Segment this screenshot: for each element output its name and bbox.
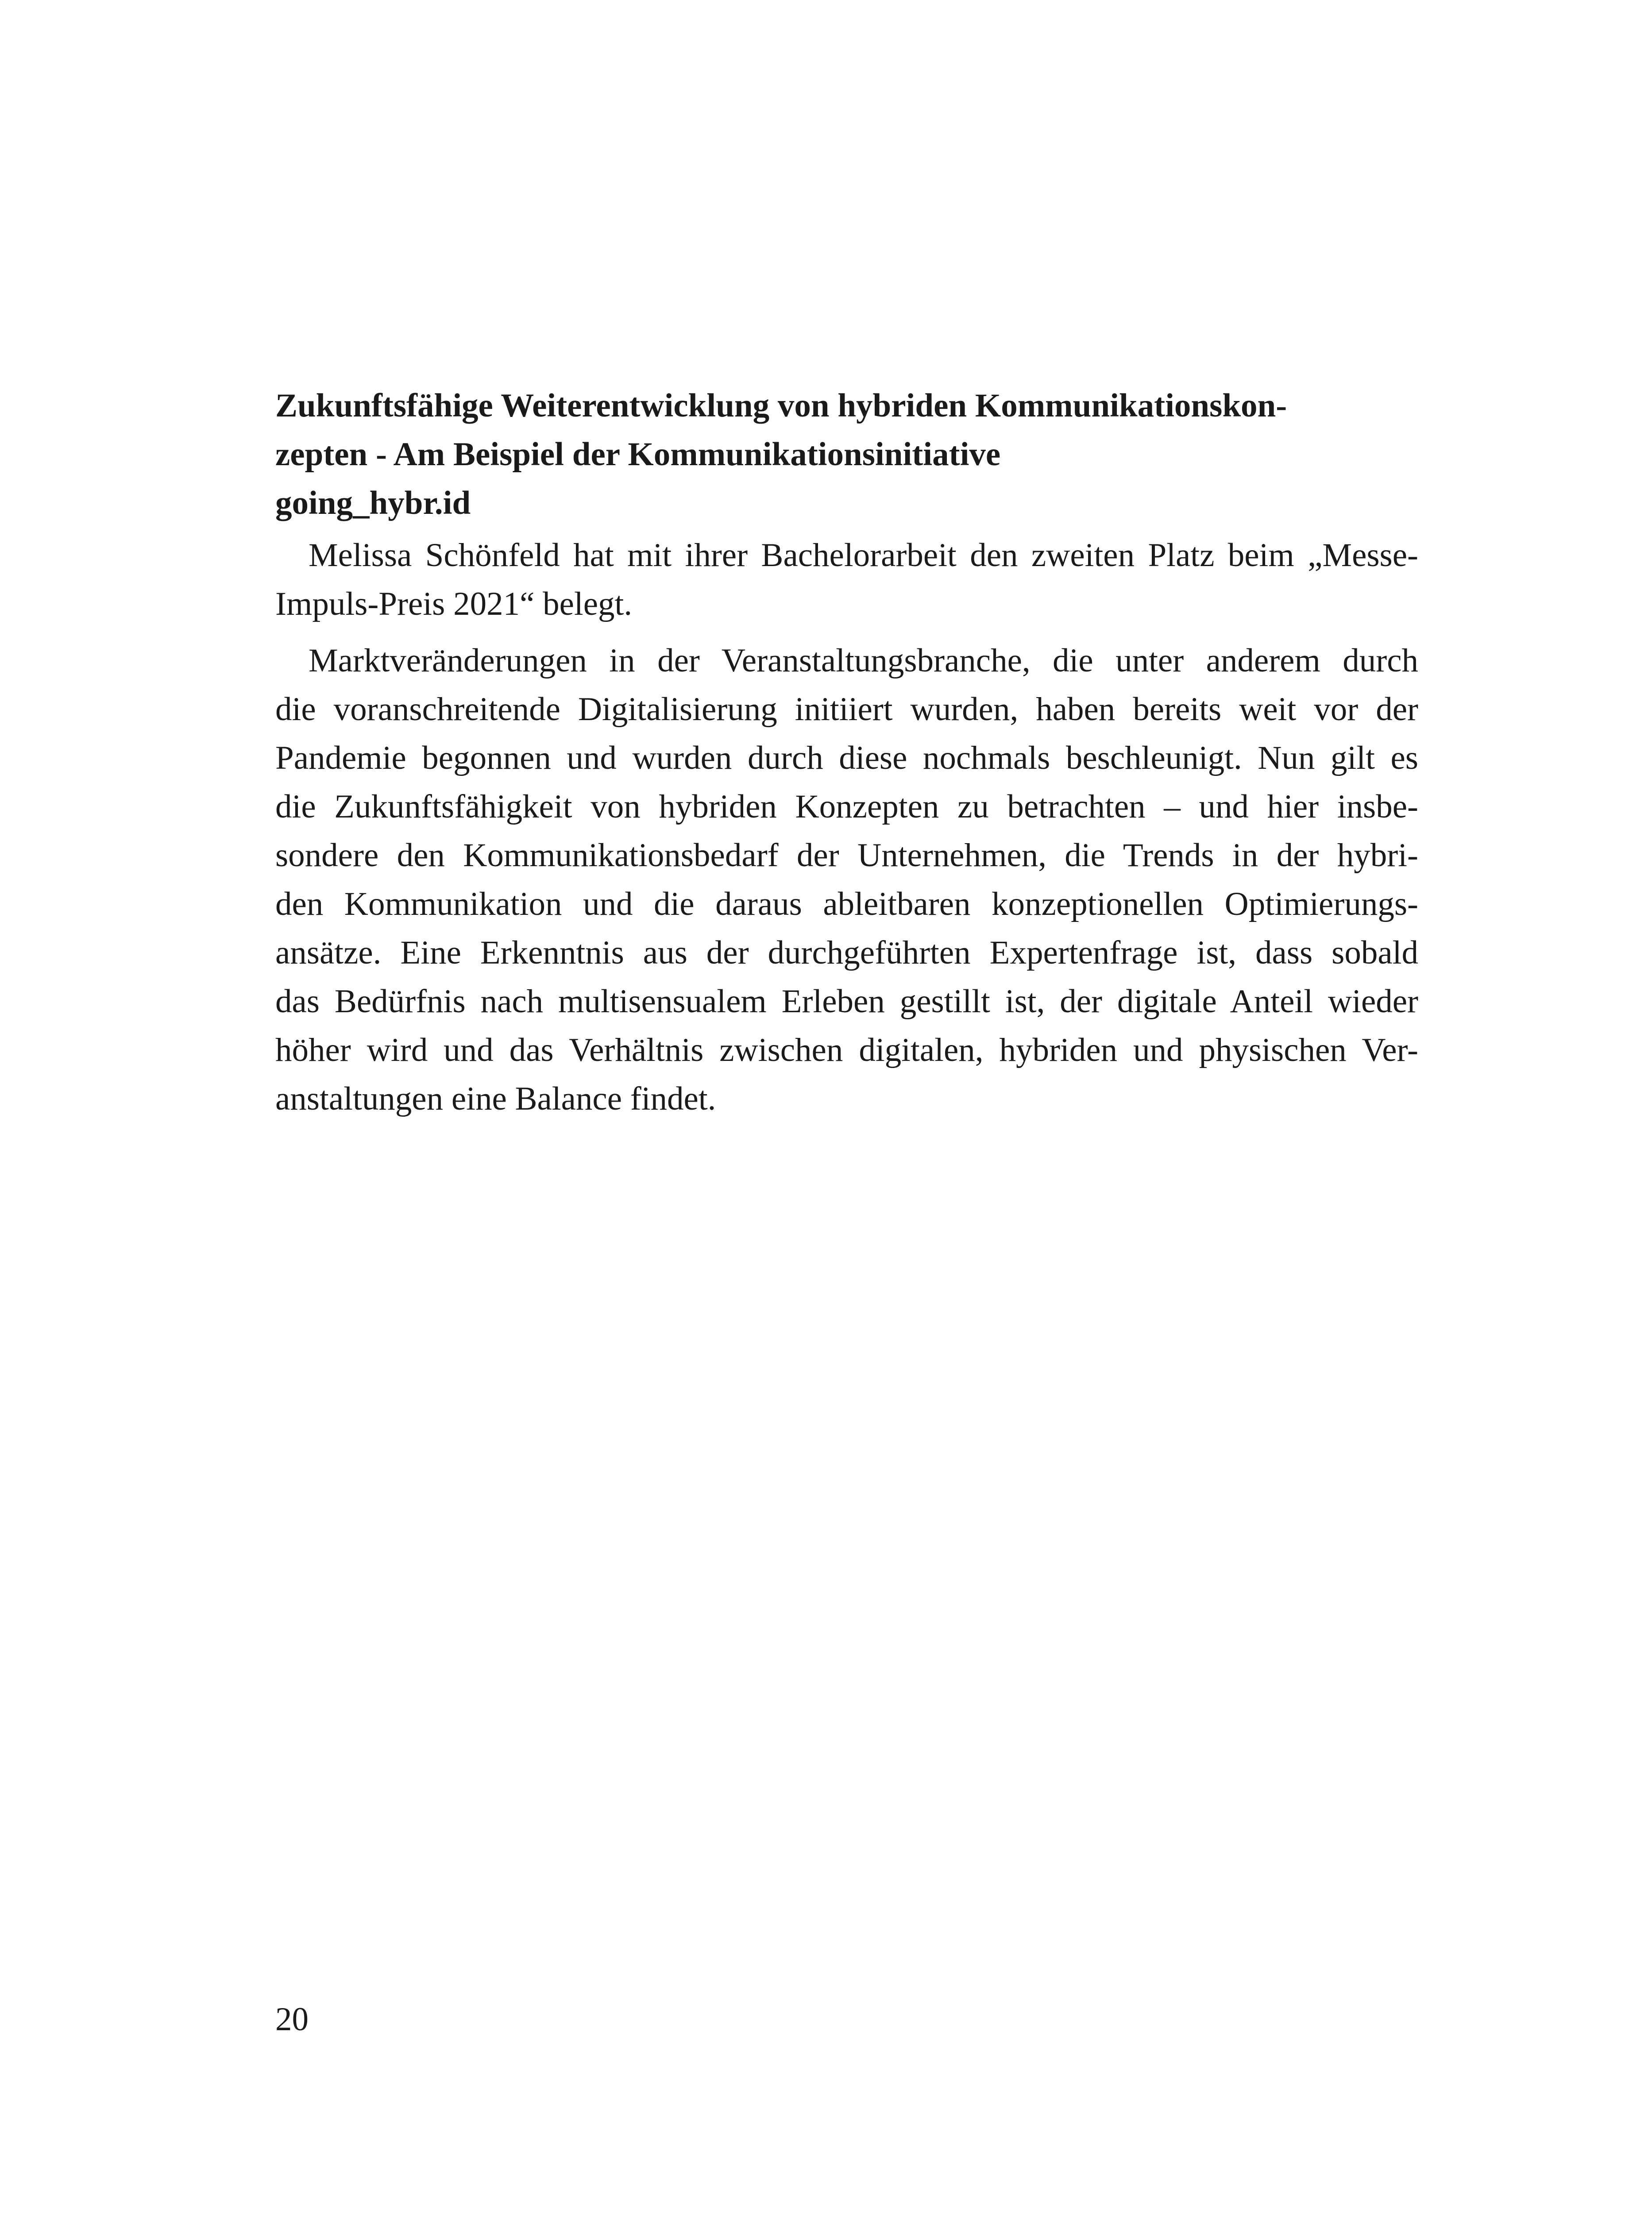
heading-line: going_hybr.id: [275, 485, 471, 521]
paragraph-line: ansätze. Eine Erkenntnis aus der durchgeführten Expertenfrage ist, dass sobald: [275, 934, 1418, 971]
paragraph-line: Marktveränderungen in der Veranstaltungsbranche, die unter anderem durch: [309, 642, 1418, 679]
paragraph-line: anstaltungen eine Balance findet.: [275, 1080, 716, 1117]
paragraph-line: die voranschreitende Digitalisierung initiiert wurden, haben bereits weit vor der: [275, 691, 1418, 728]
award-paragraph: [275, 531, 1418, 628]
paragraph-line: höher wird und das Verhältnis zwischen digitalen, hybriden und physischen Ver-: [275, 1032, 1418, 1068]
section-heading: [275, 382, 1418, 528]
paragraph-line: Pandemie begonnen und wurden durch diese nochmals beschleunigt. Nun gilt es: [275, 740, 1418, 776]
paragraph-line: den Kommunikation und die daraus ableitbaren konzeptionellen Optimierungs-: [275, 886, 1418, 922]
page-content: [275, 382, 1418, 1123]
paragraph-line: sondere den Kommunikationsbedarf der Unternehmen, die Trends in der hybri-: [275, 837, 1418, 874]
heading-line: Zukunftsfähige Weiterentwicklung von hybriden Kommunikationskon-: [275, 387, 1287, 424]
paragraph-line: die Zukunftsfähigkeit von hybriden Konzepten zu betrachten – und hier insbe-: [275, 788, 1418, 825]
page-number: 20: [275, 2001, 309, 2038]
paragraph-line: Melissa Schönfeld hat mit ihrer Bachelorarbeit den zweiten Platz beim „Messe-: [309, 537, 1418, 574]
summary-paragraph: [275, 636, 1418, 1123]
paragraph-line: das Bedürfnis nach multisensualem Erleben gestillt ist, der digitale Anteil wieder: [275, 983, 1418, 1020]
paragraph-line: Impuls-Preis 2021“ belegt.: [275, 586, 633, 622]
heading-line: zepten - Am Beispiel der Kommunikationsinitiative: [275, 436, 1001, 473]
